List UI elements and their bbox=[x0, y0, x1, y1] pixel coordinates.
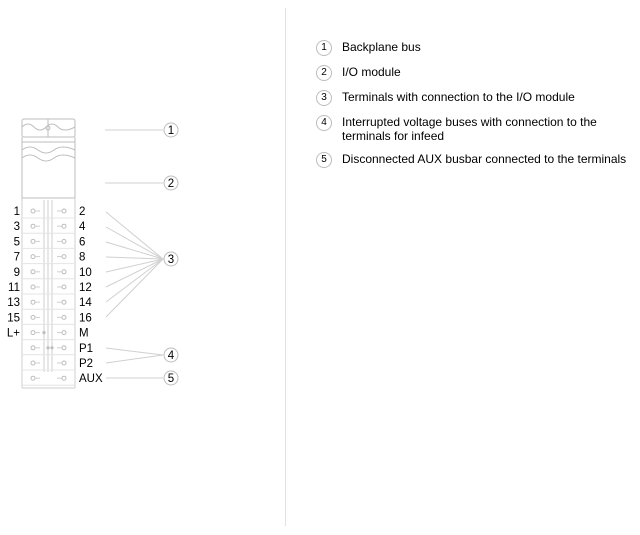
terminal-contact bbox=[62, 331, 66, 335]
legend-item-2 bbox=[316, 65, 636, 81]
terminal-block bbox=[22, 198, 75, 388]
callout-4-label: 4 bbox=[167, 350, 175, 362]
terminal-contact bbox=[31, 331, 35, 335]
terminal-label-left: 7 bbox=[13, 251, 20, 264]
legend-item-3 bbox=[316, 90, 636, 106]
terminal-row bbox=[22, 373, 103, 385]
terminal-contact bbox=[31, 376, 35, 380]
terminal-label-left: 1 bbox=[13, 206, 20, 218]
terminal-contact bbox=[62, 361, 66, 365]
bus-junction bbox=[42, 331, 45, 334]
callout-5 bbox=[164, 371, 178, 385]
terminal-row bbox=[7, 297, 92, 309]
bus-junction bbox=[46, 346, 49, 349]
callout-4 bbox=[164, 348, 178, 362]
terminal-row bbox=[14, 267, 92, 279]
legend-text: Disconnected AUX busbar connected to the terminals bbox=[342, 152, 627, 166]
terminal-label-right: 2 bbox=[79, 206, 86, 218]
legend-item-4 bbox=[316, 115, 636, 143]
terminal-label-left: L+ bbox=[6, 327, 20, 340]
terminal-label-right: 16 bbox=[79, 312, 92, 325]
terminal-label-right: M bbox=[79, 327, 89, 340]
legend-text: Terminals with connection to the I/O module bbox=[342, 90, 575, 104]
terminal-contact bbox=[62, 270, 66, 274]
terminal-label-left: 13 bbox=[7, 297, 20, 310]
legend-text: Interrupted voltage buses with connection to the terminals for infeed bbox=[342, 115, 597, 143]
terminal-label-right: P2 bbox=[79, 358, 94, 370]
terminal-label-right: 8 bbox=[79, 251, 86, 264]
terminal-rows bbox=[7, 206, 103, 385]
terminal-label-right: 10 bbox=[79, 266, 92, 279]
callout-2 bbox=[164, 176, 178, 190]
terminal-contact bbox=[31, 270, 35, 274]
terminal-contact bbox=[62, 376, 66, 380]
terminal-label-left: 3 bbox=[13, 221, 20, 234]
legend-text: Backplane bus bbox=[342, 40, 421, 54]
terminal-contact bbox=[62, 285, 66, 289]
terminal-label-left: 11 bbox=[8, 282, 20, 294]
module-diagram bbox=[0, 0, 285, 535]
callout-3-label: 3 bbox=[167, 254, 175, 266]
terminal-label-right: AUX bbox=[79, 373, 103, 386]
legend-number: 3 bbox=[316, 90, 332, 106]
terminal-contact bbox=[62, 346, 66, 350]
terminal-contact bbox=[31, 255, 35, 259]
terminal-contact bbox=[62, 209, 66, 213]
terminal-contact bbox=[31, 315, 35, 319]
terminal-label-left: 15 bbox=[7, 312, 20, 325]
legend-number: 5 bbox=[316, 152, 332, 168]
callout-5-label: 5 bbox=[167, 373, 175, 385]
terminal-row bbox=[22, 343, 93, 355]
callout-leaders bbox=[105, 130, 163, 378]
terminal-contact bbox=[62, 315, 66, 319]
callout-2-label: 2 bbox=[167, 178, 175, 190]
legend-item-1 bbox=[316, 40, 636, 56]
terminal-label-right: 4 bbox=[79, 221, 86, 234]
terminal-contact bbox=[31, 239, 35, 243]
callout-3 bbox=[164, 252, 178, 266]
terminal-contact bbox=[62, 300, 66, 304]
terminal-label-right: 14 bbox=[79, 297, 92, 310]
terminal-contact bbox=[62, 255, 66, 259]
terminal-row bbox=[22, 358, 93, 370]
legend-list bbox=[316, 40, 636, 177]
terminal-label-right: 6 bbox=[79, 236, 86, 249]
terminal-label-right: 12 bbox=[79, 282, 92, 294]
legend-number: 1 bbox=[316, 40, 332, 56]
backplane-bus-block bbox=[22, 119, 75, 137]
legend-number: 4 bbox=[316, 115, 332, 131]
terminal-label-left: 9 bbox=[13, 266, 20, 279]
terminal-contact bbox=[31, 285, 35, 289]
terminal-row bbox=[8, 282, 92, 294]
terminal-contact bbox=[62, 239, 66, 243]
terminal-contact bbox=[62, 224, 66, 228]
io-module-block bbox=[22, 137, 75, 198]
terminal-contact bbox=[31, 300, 35, 304]
legend-item-5 bbox=[316, 152, 636, 168]
terminal-row bbox=[7, 312, 92, 324]
terminal-contact bbox=[31, 346, 35, 350]
terminal-contact bbox=[31, 224, 35, 228]
terminal-label-left: 5 bbox=[13, 236, 20, 249]
terminal-contact bbox=[31, 361, 35, 365]
legend-text: I/O module bbox=[342, 65, 401, 79]
terminal-contact bbox=[31, 209, 35, 213]
section-divider bbox=[285, 8, 286, 526]
callout-1 bbox=[164, 123, 178, 137]
bus-junction bbox=[50, 346, 53, 349]
legend-number: 2 bbox=[316, 65, 332, 81]
callout-1-label: 1 bbox=[167, 125, 175, 137]
terminal-label-right: P1 bbox=[79, 342, 94, 355]
